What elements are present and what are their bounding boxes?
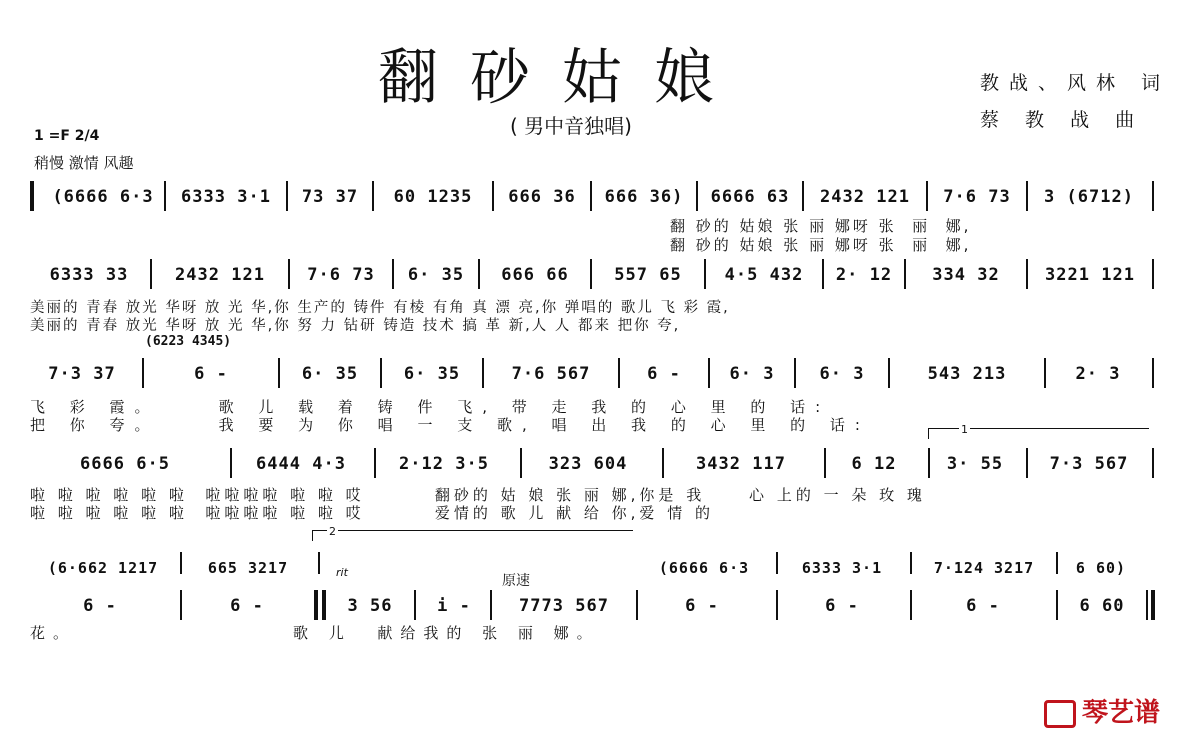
lyric-line: 翻 砂的 姑娘 张 丽 娜呀 张 丽 娜, bbox=[670, 236, 972, 254]
a-tempo-marking: 原速 bbox=[502, 573, 530, 589]
measure: 73 37 bbox=[301, 187, 359, 207]
barline bbox=[180, 552, 182, 574]
barline bbox=[1152, 259, 1154, 289]
measure: 6333 3·1 bbox=[181, 187, 271, 207]
measure: i - bbox=[437, 596, 471, 616]
measure: 6 - bbox=[647, 364, 681, 384]
measure: 6 - bbox=[966, 596, 1000, 616]
measure: 666 36) bbox=[604, 187, 684, 207]
measure: 7·124 3217 bbox=[933, 559, 1035, 577]
lyric-line: 啦 啦 啦 啦 啦 啦 啦啦啦啦 啦 啦 哎 爱情的 歌 儿 献 给 你,爱 情 的 bbox=[30, 504, 714, 522]
measure: 666 36 bbox=[508, 187, 576, 207]
barline bbox=[1056, 590, 1058, 620]
barline bbox=[520, 448, 522, 478]
barline bbox=[822, 259, 824, 289]
tempo-marking: 稍慢 激情 风趣 bbox=[34, 154, 134, 172]
score-row-2 bbox=[30, 263, 1155, 287]
score-row-5 bbox=[30, 594, 1155, 618]
measure: 3 (6712) bbox=[1044, 187, 1134, 207]
barline bbox=[824, 448, 826, 478]
measure: 6333 3·1 bbox=[801, 559, 883, 577]
measure: 7773 567 bbox=[519, 596, 609, 616]
measure: 3432 117 bbox=[696, 454, 786, 474]
composer-credit: 蔡 教 战 曲 bbox=[980, 109, 1145, 131]
volta-2-bracket bbox=[312, 525, 633, 541]
measure: 7·6 73 bbox=[943, 187, 1011, 207]
site-logo bbox=[1044, 692, 1160, 729]
measure: 6 60) bbox=[1075, 559, 1127, 577]
measure: 7·6 567 bbox=[511, 364, 591, 384]
barline bbox=[1044, 358, 1046, 388]
final-bar bbox=[1151, 590, 1155, 620]
measure: 2432 121 bbox=[820, 187, 910, 207]
measure: 6· 35 bbox=[407, 265, 465, 285]
lyric-line: 美丽的 青春 放光 华呀 放 光 华,你 努 力 钻研 铸造 技术 搞 革 新,人 人 都来 把你 夸, bbox=[30, 318, 681, 334]
measure: 334 32 bbox=[932, 265, 1000, 285]
lyric-line: 美丽的 青春 放光 华呀 放 光 华,你 生产的 铸件 有棱 有角 真 漂 亮,你 弹唱的 歌儿 飞 彩 霞, bbox=[30, 300, 730, 316]
barline bbox=[794, 358, 796, 388]
repeat-start-bar bbox=[30, 181, 34, 211]
barline bbox=[1146, 590, 1148, 620]
measure: 2432 121 bbox=[175, 265, 265, 285]
score-row-4 bbox=[30, 452, 1155, 476]
measure: 6666 6·5 bbox=[80, 454, 170, 474]
barline bbox=[1026, 181, 1028, 211]
lyricist-credit: 教战、风林 词 bbox=[980, 72, 1171, 94]
logo-icon bbox=[1044, 700, 1076, 728]
measure: 3· 55 bbox=[946, 454, 1004, 474]
barline bbox=[1056, 552, 1058, 574]
barline bbox=[288, 259, 290, 289]
measure: 6 - bbox=[825, 596, 859, 616]
measure: 6 - bbox=[230, 596, 264, 616]
lyric-line: 翻 砂的 姑娘 张 丽 娜呀 张 丽 娜, bbox=[670, 217, 972, 235]
measure: 6 - bbox=[685, 596, 719, 616]
barline bbox=[776, 590, 778, 620]
measure: 2· 3 bbox=[1075, 364, 1121, 384]
measure: 7·3 37 bbox=[48, 364, 116, 384]
measure: 6· 35 bbox=[403, 364, 461, 384]
barline bbox=[910, 552, 912, 574]
lyric-line: 飞 彩 霞。 歌 儿 载 着 铸 件 飞, 带 走 我 的 心 里 的 话: bbox=[30, 398, 831, 416]
lyric-line: 把 你 夸。 我 要 为 你 唱 一 支 歌, 唱 出 我 的 心 里 的 话: bbox=[30, 416, 870, 434]
rit-marking: rit bbox=[336, 566, 348, 579]
barline bbox=[150, 259, 152, 289]
measure: (6666 6·3 bbox=[658, 559, 750, 577]
measure: 6 - bbox=[83, 596, 117, 616]
measure: 4·5 432 bbox=[724, 265, 804, 285]
lyric-line: 啦 啦 啦 啦 啦 啦 啦啦啦啦 啦 啦 哎 翻砂的 姑 娘 张 丽 娜,你是 我 心 上的 一 朵 玫 瑰 bbox=[30, 486, 926, 504]
barline bbox=[928, 448, 930, 478]
double-bar bbox=[322, 590, 326, 620]
barline bbox=[482, 358, 484, 388]
measure: 6333 33 bbox=[49, 265, 129, 285]
measure: (6666 6·3 bbox=[52, 187, 154, 207]
measure: 3 56 bbox=[347, 596, 393, 616]
barline bbox=[1152, 181, 1154, 211]
key-signature: 1 =F 2/4 bbox=[34, 128, 100, 144]
barline bbox=[590, 259, 592, 289]
measure: 2· 12 bbox=[835, 265, 893, 285]
measure: 60 1235 bbox=[393, 187, 473, 207]
upper-score-row-5 bbox=[30, 556, 1155, 576]
barline bbox=[1152, 358, 1154, 388]
barline bbox=[164, 181, 166, 211]
barline bbox=[1026, 259, 1028, 289]
measure: 6 - bbox=[194, 364, 228, 384]
barline bbox=[696, 181, 698, 211]
measure: 6666 63 bbox=[710, 187, 790, 207]
barline bbox=[478, 259, 480, 289]
volta-1-bracket bbox=[928, 423, 1149, 439]
barline bbox=[278, 358, 280, 388]
measure: 665 3217 bbox=[207, 559, 289, 577]
song-title: 翻砂姑娘 bbox=[378, 43, 746, 113]
song-subtitle: ( 男中音独唱) bbox=[510, 114, 632, 138]
logo-text: 琴艺谱 bbox=[1081, 698, 1160, 728]
barline bbox=[904, 259, 906, 289]
measure: 3221 121 bbox=[1045, 265, 1135, 285]
measure: 2·12 3·5 bbox=[399, 454, 489, 474]
volta-1-label: 1 bbox=[961, 423, 968, 436]
barline bbox=[180, 590, 182, 620]
score-row-3 bbox=[30, 362, 1155, 386]
barline bbox=[776, 552, 778, 574]
measure: 6444 4·3 bbox=[256, 454, 346, 474]
barline bbox=[926, 181, 928, 211]
measure: (6·662 1217 bbox=[47, 559, 159, 577]
barline bbox=[590, 181, 592, 211]
measure: 6· 3 bbox=[729, 364, 775, 384]
barline bbox=[708, 358, 710, 388]
barline bbox=[490, 590, 492, 620]
barline bbox=[372, 181, 374, 211]
measure: 666 66 bbox=[501, 265, 569, 285]
barline bbox=[374, 448, 376, 478]
barline bbox=[392, 259, 394, 289]
grace-line: (6223 4345) bbox=[145, 334, 232, 349]
repeat-end-bar bbox=[314, 590, 318, 620]
barline bbox=[142, 358, 144, 388]
barline bbox=[380, 358, 382, 388]
barline bbox=[802, 181, 804, 211]
measure: 6 60 bbox=[1079, 596, 1125, 616]
measure: 6 12 bbox=[851, 454, 897, 474]
barline bbox=[888, 358, 890, 388]
measure: 323 604 bbox=[548, 454, 628, 474]
barline bbox=[414, 590, 416, 620]
barline bbox=[704, 259, 706, 289]
measure: 6· 3 bbox=[819, 364, 865, 384]
barline bbox=[230, 448, 232, 478]
measure: 557 65 bbox=[614, 265, 682, 285]
barline bbox=[636, 590, 638, 620]
barline bbox=[492, 181, 494, 211]
barline bbox=[318, 552, 320, 574]
barline bbox=[1152, 448, 1154, 478]
barline bbox=[618, 358, 620, 388]
measure: 7·6 73 bbox=[307, 265, 375, 285]
barline bbox=[662, 448, 664, 478]
barline bbox=[286, 181, 288, 211]
lyric-line: 花。 歌 儿 献给我的 张 丽 娜。 bbox=[30, 624, 600, 642]
volta-2-label: 2 bbox=[329, 525, 336, 538]
barline bbox=[910, 590, 912, 620]
measure: 7·3 567 bbox=[1049, 454, 1129, 474]
score-row-1 bbox=[30, 185, 1155, 209]
barline bbox=[1026, 448, 1028, 478]
measure: 6· 35 bbox=[301, 364, 359, 384]
measure: 543 213 bbox=[927, 364, 1007, 384]
